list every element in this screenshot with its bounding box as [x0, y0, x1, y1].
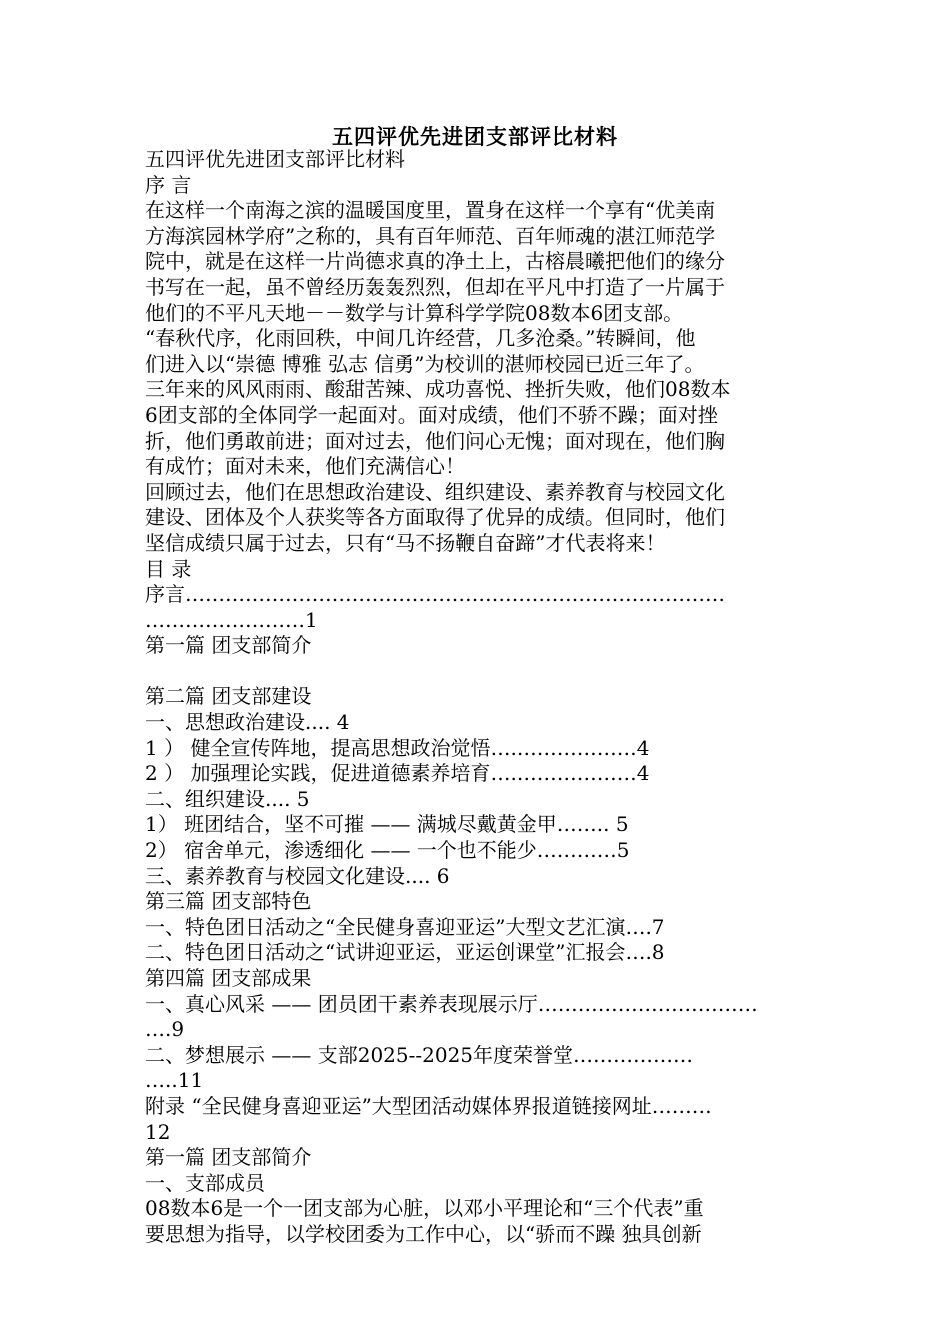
text-line: 院中，就是在这样一片尚德求真的净土上，古榕晨曦把他们的缘分 — [145, 249, 725, 274]
text-line: 第三篇 团支部特色 — [145, 889, 312, 914]
text-line: 折，他们勇敢前进；面对过去，他们问心无愧；面对现在，他们胸 — [145, 428, 725, 453]
text-line: 6团支部的全体同学一起面对。面对成绩，他们不骄不躁；面对挫 — [145, 402, 718, 427]
document-body — [145, 147, 805, 1248]
text-line: 要思想为指导，以学校团委为工作中心，以“骄而不躁 独具创新 — [145, 1221, 702, 1246]
text-line: 他们的不平凡天地－－数学与计算科学学院08数本6团支部。 — [145, 300, 684, 325]
text-line: 一、真心风采 —— 团员团干素养表现展示厅…………………………… — [145, 991, 758, 1016]
text-line: “春秋代序，化雨回秩，中间几许经营，几多沧桑。”转瞬间，他 — [145, 326, 696, 351]
text-line: 在这样一个南海之滨的温暖国度里，置身在这样一个享有“优美南 — [145, 198, 716, 223]
text-line: 方海滨园林学府”之称的，具有百年师范、百年师魂的湛江师范学 — [145, 223, 716, 248]
text-line: 坚信成绩只属于过去，只有“马不扬鞭自奋蹄”才代表将来！ — [145, 530, 666, 555]
text-line: 一、支部成员 — [145, 1170, 265, 1195]
text-line: 2 ） 加强理论实践，促进道德素养培育….………………4 — [145, 761, 650, 786]
text-line: 三、素养教育与校园文化建设.... 6 — [145, 863, 450, 888]
text-line: 第二篇 团支部建设 — [145, 684, 312, 709]
text-line: 1） 班团结合，坚不可摧 —— 满城尽戴黄金甲…….. 5 — [145, 812, 629, 837]
document-title: 五四评优先进团支部评比材料 — [332, 124, 618, 149]
text-line: 回顾过去，他们在思想政治建设、组织建设、素养教育与校园文化 — [145, 479, 725, 504]
text-line: 第一篇 团支部简介 — [145, 633, 312, 658]
text-line: 08数本6是一个一团支部为心脏，以邓小平理论和“三个代表”重 — [145, 1196, 704, 1221]
text-line: 目 录 — [145, 556, 192, 581]
text-line: ……………………1 — [145, 607, 318, 632]
text-line: 建设、团体及个人获奖等各方面取得了优异的成绩。但同时，他们 — [145, 505, 725, 530]
text-line: 12 — [145, 1119, 171, 1144]
text-line: 五四评优先进团支部评比材料 — [145, 147, 405, 171]
text-line: 们进入以“崇德 博雅 弘志 信勇”为校训的湛师校园已近三年了。 — [145, 351, 705, 376]
text-line: 一、思想政治建设.... 4 — [145, 710, 350, 735]
text-line: 2） 宿舍单元，渗透细化 —— 一个也不能少…………5 — [145, 838, 630, 863]
text-line: 第一篇 团支部简介 — [145, 1145, 312, 1170]
text-line: 1 ） 健全宣传阵地，提高思想政治觉悟….………………4 — [145, 735, 650, 760]
text-line: 序 言 — [145, 172, 192, 197]
text-line: 有成竹；面对未来，他们充满信心！ — [145, 454, 465, 479]
text-line: 附录 “全民健身喜迎亚运”大型团活动媒体界报道链接网址……… — [145, 1093, 712, 1118]
blank-line — [145, 659, 805, 685]
text-line: 二、特色团日活动之“试讲迎亚运，亚运创课堂”汇报会….8 — [145, 940, 665, 965]
text-line: 三年来的风风雨雨、酸甜苦辣、成功喜悦、挫折失败，他们08数本 — [145, 377, 731, 402]
text-line: 二、梦想展示 —— 支部2025--2025年度荣誉堂……………… — [145, 1042, 694, 1067]
text-line: ….9 — [145, 1017, 185, 1042]
text-line: 二、组织建设.... 5 — [145, 786, 310, 811]
text-line: 序言……………………………………………………………………… — [145, 582, 725, 607]
text-line: 一、特色团日活动之“全民健身喜迎亚运”大型文艺汇演….7 — [145, 914, 665, 939]
text-line: 书写在一起，虽不曾经历轰轰烈烈，但却在平凡中打造了一片属于 — [145, 274, 725, 299]
text-line: 第四篇 团支部成果 — [145, 966, 312, 990]
text-line: …..11 — [145, 1068, 204, 1093]
